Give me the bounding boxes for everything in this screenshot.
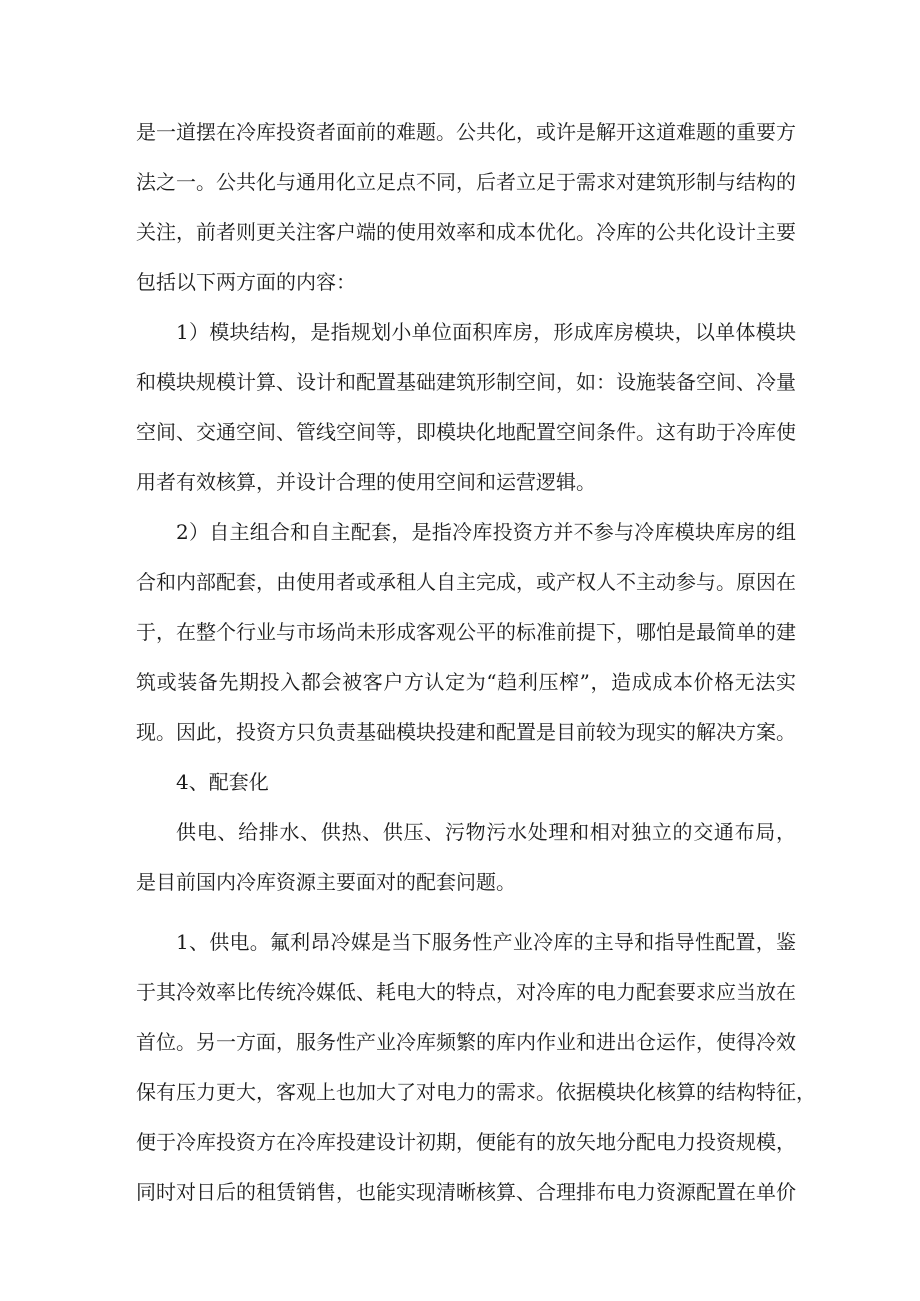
- text-line: 空间、交通空间、管线空间等，即模块化地配置空间条件。这有助于冷库使: [136, 420, 796, 444]
- text-line: 是一道摆在冷库投资者面前的难题。公共化，或许是解开这道难题的重要方: [136, 120, 796, 144]
- text-line: 同时对日后的租赁销售，也能实现清晰核算、合理排布电力资源配置在单价: [136, 1180, 796, 1204]
- text-line: 筑或装备先期投入都会被客户方认定为“趋利压榨”，造成成本价格无法实: [136, 670, 796, 694]
- text-line: 保有压力更大，客观上也加大了对电力的需求。依据模块化核算的结构特征，: [136, 1080, 816, 1104]
- text-line: 法之一。公共化与通用化立足点不同，后者立足于需求对建筑形制与结构的: [136, 170, 796, 194]
- text-line: 和模块规模计算、设计和配置基础建筑形制空间，如：设施装备空间、冷量: [136, 370, 796, 394]
- text-line: 是目前国内冷库资源主要面对的配套问题。: [136, 870, 516, 894]
- text-line: 供电、给排水、供热、供压、污物污水处理和相对独立的交通布局，: [176, 820, 796, 844]
- text-line: 1、供电。氟利昂冷媒是当下服务性产业冷库的主导和指导性配置，鉴: [176, 930, 796, 954]
- text-line: 关注，前者则更关注客户端的使用效率和成本优化。冷库的公共化设计主要: [136, 220, 796, 244]
- text-line: 便于冷库投资方在冷库投建设计初期，便能有的放矢地分配电力投资规模，: [136, 1130, 796, 1154]
- text-line: 于，在整个行业与市场尚未形成客观公平的标准前提下，哪怕是最简单的建: [136, 620, 796, 644]
- text-line: 用者有效核算，并设计合理的使用空间和运营逻辑。: [136, 470, 596, 494]
- text-line: 首位。另一方面，服务性产业冷库频繁的库内作业和进出仓运作，使得冷效: [136, 1030, 796, 1054]
- section-heading: 4、配套化: [176, 770, 269, 794]
- text-line: 现。因此，投资方只负责基础模块投建和配置是目前较为现实的解决方案。: [136, 720, 796, 744]
- text-line: 于其冷效率比传统冷媒低、耗电大的特点，对冷库的电力配套要求应当放在: [136, 980, 796, 1004]
- text-line: 1）模块结构，是指规划小单位面积库房，形成库房模块，以单体模块: [176, 320, 796, 344]
- text-line: 合和内部配套，由使用者或承租人自主完成，或产权人不主动参与。原因在: [136, 570, 796, 594]
- text-line: 包括以下两方面的内容：: [136, 270, 356, 294]
- text-line: 2）自主组合和自主配套，是指冷库投资方并不参与冷库模块库房的组: [176, 520, 796, 544]
